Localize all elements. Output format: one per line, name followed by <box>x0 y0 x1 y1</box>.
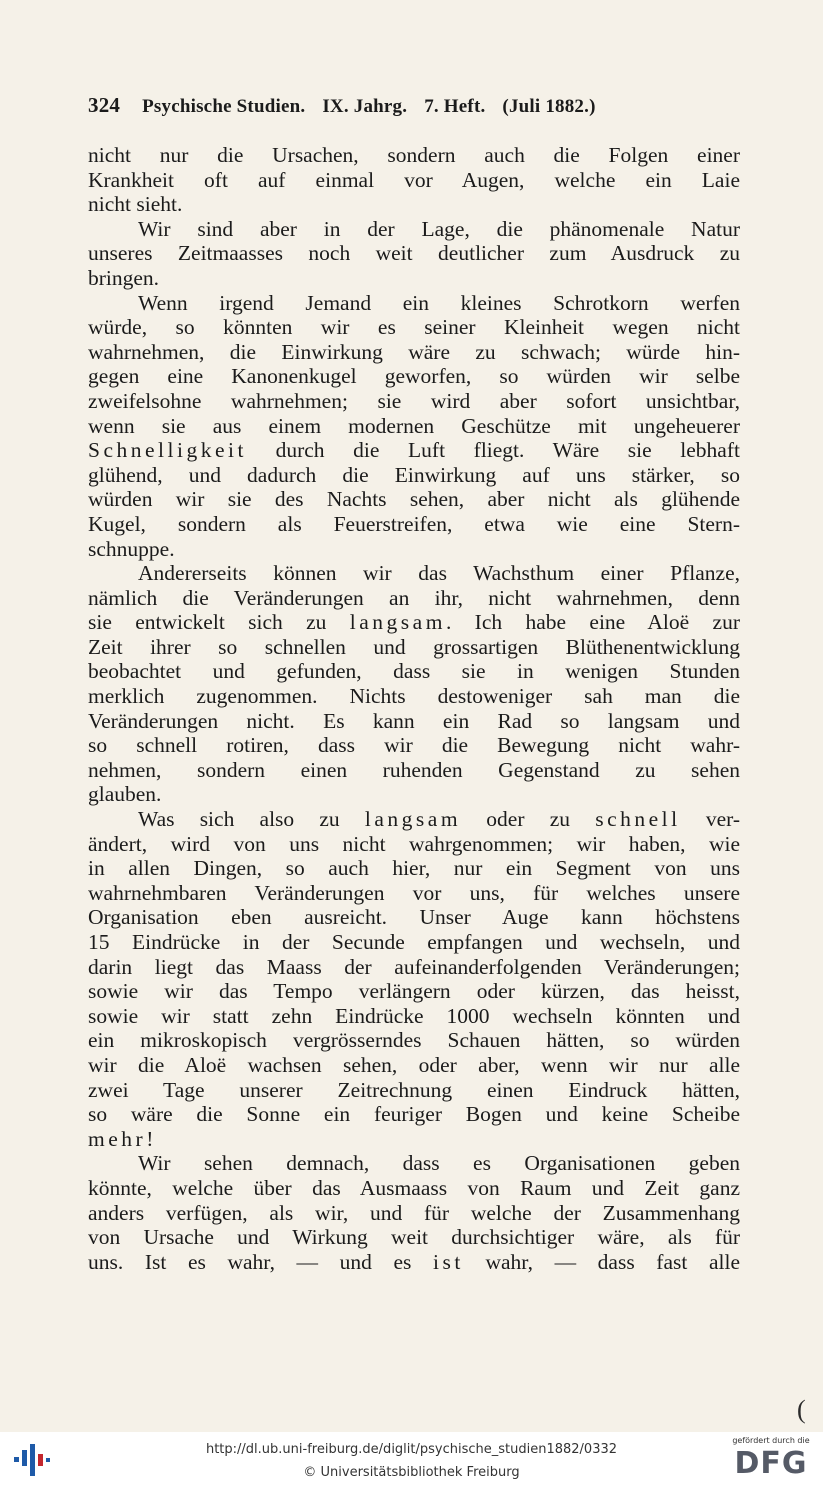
text-line <box>88 856 740 881</box>
page-number: 324 <box>88 93 121 117</box>
line-text: beobachtet und gefunden, dass sie in wenigen Stunden <box>88 659 740 684</box>
line-text: so schnell rotiren, dass wir die Bewegung nicht wahr- <box>88 733 740 758</box>
text-line <box>88 610 740 635</box>
text-line <box>88 1102 740 1127</box>
text-line <box>88 955 740 980</box>
line-text: Wir sehen demnach, dass es Organisationen geben <box>138 1151 740 1176</box>
footer <box>0 1432 823 1487</box>
emphasis-spaced: langsam <box>364 807 462 832</box>
line-text: durch die Luft fliegt. Wäre sie lebhaft <box>246 438 740 463</box>
line-text: ändert, wird von uns nicht wahrgenommen; wir haben, wie <box>88 831 740 856</box>
emphasis-spaced: ist <box>433 1249 464 1274</box>
text-line <box>88 586 740 611</box>
line-text: merklich zugenommen. Nichts destoweniger sah man die <box>88 684 740 709</box>
line-text: würden wir sie des Nachts sehen, aber nicht als glühende <box>88 487 740 512</box>
line-text: Andererseits können wir das Wachsthum einer Pflanze, <box>138 561 740 586</box>
line-text: wir die Aloë wachsen sehen, oder aber, wenn wir nur alle <box>88 1052 740 1077</box>
text-line <box>88 1004 740 1029</box>
text-line <box>88 241 740 266</box>
text-line <box>88 192 740 217</box>
text-line <box>88 684 740 709</box>
text-line <box>88 1078 740 1103</box>
line-text: unseres Zeitmaasses noch weit deutlicher zum Ausdruck zu <box>88 241 740 266</box>
line-text: wahr, — dass fast alle <box>463 1249 740 1274</box>
issue: 7. Heft. <box>424 96 486 117</box>
text-line <box>88 758 740 783</box>
line-text: sowie wir das Tempo verlängern oder kürzen, das heisst, <box>88 979 740 1004</box>
text-line <box>88 709 740 734</box>
line-text: nicht sieht. <box>88 192 183 217</box>
emphasis-spaced: mehr <box>88 1126 147 1151</box>
line-text: . Ich habe eine Aloë zur <box>445 610 740 635</box>
volume: IX. Jahrg. <box>322 96 408 117</box>
line-text: ver- <box>680 807 741 832</box>
line-text: von Ursache und Wirkung weit durchsichtiger wäre, als für <box>88 1225 740 1250</box>
line-text: Veränderungen nicht. Es kann ein Rad so langsam und <box>88 708 740 733</box>
line-text: nehmen, sondern einen ruhenden Gegenstand zu sehen <box>88 757 740 782</box>
text-line <box>88 1053 740 1078</box>
line-text: in allen Dingen, so auch hier, nur ein Segment von uns <box>88 856 740 881</box>
text-line <box>88 1225 740 1250</box>
line-text: glühend, und dadurch die Einwirkung auf uns stärker, so <box>88 462 740 487</box>
line-text: schnuppe. <box>88 536 175 561</box>
text-line <box>88 168 740 193</box>
line-text: 15 Eindrücke in der Secunde empfangen und wechseln, und <box>88 930 740 954</box>
text-line <box>88 537 740 562</box>
line-text: gegen eine Kanonenkugel geworfen, so würden wir selbe <box>88 364 740 389</box>
line-text: Krankheit oft auf einmal vor Augen, welche ein Laie <box>88 167 740 192</box>
line-text: wahrnehmen, die Einwirkung wäre zu schwach; würde hin- <box>88 339 740 364</box>
text-line <box>88 659 740 684</box>
line-text: bringen. <box>88 265 160 290</box>
text-line <box>88 512 740 537</box>
text-line <box>88 561 740 586</box>
line-text: ein mikroskopisch vergrösserndes Schauen hätten, so würden <box>88 1028 740 1053</box>
issue-date: (Juli 1882.) <box>502 96 596 117</box>
text-line <box>88 905 740 930</box>
line-text: wenn sie aus einem modernen Geschütze mit ungeheuerer <box>88 413 740 438</box>
text-line <box>88 291 740 316</box>
line-text: glauben. <box>88 782 162 807</box>
text-line <box>88 930 740 955</box>
line-text: Was sich also zu <box>138 807 365 832</box>
margin-mark: ( <box>797 1395 806 1424</box>
text-line <box>88 315 740 340</box>
body-text <box>88 143 740 1274</box>
emphasis-spaced: schnell <box>595 807 681 832</box>
running-header <box>88 93 740 118</box>
line-text: zwei Tage unserer Zeitrechnung einen Eindruck hätten, <box>88 1077 740 1102</box>
text-line <box>88 782 740 807</box>
text-line <box>88 807 740 832</box>
text-line <box>88 1151 740 1176</box>
line-text: nämlich die Veränderungen an ihr, nicht wahrnehmen, denn <box>88 585 740 610</box>
text-line <box>88 389 740 414</box>
line-text: Organisation eben ausreicht. Unser Auge kann höchstens <box>88 905 740 930</box>
line-text: so wäre die Sonne ein feuriger Bogen und keine Scheibe <box>88 1102 740 1127</box>
line-text: anders verfügen, als wir, und für welche der Zusammenhang <box>88 1200 740 1225</box>
text-line <box>88 143 740 168</box>
dfg-note: gefördert durch die <box>732 1436 810 1445</box>
line-text: ! <box>146 1126 154 1151</box>
text-line <box>88 1028 740 1053</box>
source-url[interactable]: http://dl.ub.uni-freiburg.de/diglit/psychische_studien1882/0332 <box>205 1442 618 1457</box>
line-text: sowie wir statt zehn Eindrücke 1000 wechseln könnten und <box>88 1003 740 1028</box>
line-text: sie entwickelt sich zu <box>88 610 350 635</box>
line-text: könnte, welche über das Ausmaass von Raum und Zeit ganz <box>88 1175 740 1200</box>
line-text: nicht nur die Ursachen, sondern auch die Folgen einer <box>88 143 740 167</box>
text-line <box>88 438 740 463</box>
line-text: Wenn irgend Jemand ein kleines Schrotkorn werfen <box>138 290 740 315</box>
emphasis-spaced: langsam <box>349 610 446 635</box>
dfg-mark: DFG <box>734 1446 808 1481</box>
text-line <box>88 266 740 291</box>
line-text: uns. Ist es wahr, — und es <box>88 1249 434 1274</box>
line-text: würde, so könnten wir es seiner Kleinheit wegen nicht <box>88 315 740 340</box>
line-text: Wir sind aber in der Lage, die phänomenale Natur <box>138 216 740 241</box>
text-line <box>88 635 740 660</box>
text-line <box>88 364 740 389</box>
line-text: oder zu <box>461 807 596 832</box>
text-line <box>88 217 740 242</box>
text-line <box>88 463 740 488</box>
emphasis-spaced: Schnelligkeit <box>88 438 247 463</box>
line-text: zweifelsohne wahrnehmen; sie wird aber sofort unsichtbar, <box>88 388 740 413</box>
dfg-logo <box>727 1436 815 1484</box>
line-text: Zeit ihrer so schnellen und grossartigen Blüthenentwicklung <box>88 634 740 659</box>
text-line <box>88 1201 740 1226</box>
text-line <box>88 979 740 1004</box>
text-line <box>88 1127 740 1152</box>
text-line <box>88 487 740 512</box>
line-text: wahrnehmbaren Veränderungen vor uns, für welches unsere <box>88 880 740 905</box>
text-line <box>88 881 740 906</box>
text-line <box>88 1176 740 1201</box>
text-line <box>88 733 740 758</box>
line-text: darin liegt das Maass der aufeinanderfolgenden Veränderungen; <box>88 954 740 979</box>
line-text: Kugel, sondern als Feuerstreifen, etwa wie eine Stern- <box>88 511 740 536</box>
text-line <box>88 414 740 439</box>
text-line <box>88 832 740 857</box>
text-line <box>88 340 740 365</box>
text-line <box>88 1250 740 1275</box>
copyright: © Universitätsbibliothek Freiburg <box>303 1465 520 1480</box>
journal-title: Psychische Studien. <box>142 96 306 117</box>
